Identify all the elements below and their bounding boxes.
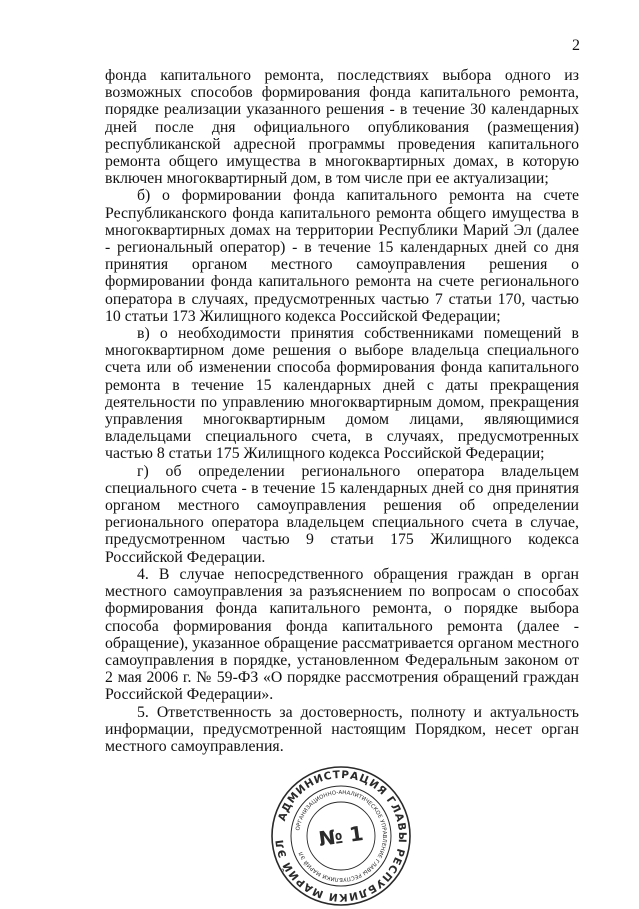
official-stamp bbox=[268, 763, 414, 909]
stamp-outer-textpath: АДМИНИСТРАЦИЯ ГЛАВЫ РЕСПУБЛИКИ МАРИЙ ЭЛ bbox=[273, 768, 409, 904]
paragraph-continuation: фонда капитального ремонта, последствиях выбора одного из возможных способов формирования фонда капитального ремонта, порядке реализации указанного решения - в течение 30 календарных дней после дня официального опубликования (размещения) республиканской адресной программы проведения капитального ремонта общего имущества в многоквартирных домах, в которую включен многоквартирный дом, в том числе при ее актуализации; bbox=[105, 67, 579, 188]
paragraph-4: 4. В случае непосредственного обращения граждан в орган местного самоуправления за разъяснением по вопросам о способах формирования фонда капитального ремонта, о порядке выбора способа формирования фонда капитального ремонта (далее - обращение), указанное обращение рассматривается органом местного самоуправления в порядке, установленном Федеральным законом от 2 мая 2006 г. № 59-ФЗ «О порядке рассмотрения обращений граждан Российской Федерации». bbox=[105, 565, 579, 704]
page-number: 2 bbox=[572, 37, 580, 54]
paragraph-g: г) об определении регионального оператора владельцем специального счета - в течение 15 календарных дней со дня принятия органом местного самоуправления решения об определении регионального оператора владельцем специального счета в случае, предусмотренном частью 9 статьи 175 Жилищного кодекса Российской Федерации. bbox=[105, 462, 579, 566]
stamp-center-text: № 1 bbox=[317, 820, 365, 852]
paragraph-v: в) о необходимости принятия собственниками помещений в многоквартирном доме решения о выборе владельца специального счета или об изменении способа формирования фонда капитального ремонта в течение 15 календарных дней с даты прекращения деятельности по управлению многоквартирным домом, прекращения управления многоквартирным домом лицами, являющимися владельцами специального счета, в случаях, предусмотренных частью 8 статьи 175 Жилищного кодекса Российской Федерации; bbox=[105, 325, 579, 463]
stamp-inner-textpath: ОРГАНИЗАЦИОННО-АНАЛИТИЧЕСКОЕ УПРАВЛЕНИЕ ГЛАВЫ РЕСПУБЛИКИ МАРИЙ ЭЛ bbox=[295, 789, 388, 883]
paragraph-5: 5. Ответственность за достоверность, полноту и актуальность информации, предусмотренной настоящим Порядком, несет орган местного самоуправления. bbox=[105, 703, 579, 755]
document-body bbox=[105, 67, 579, 755]
paragraph-b: б) о формировании фонда капитального ремонта на счете Республиканского фонда капитального ремонта общего имущества в многоквартирных домах на территории Республики Марий Эл (далее - региональный оператор) - в течение 15 календарных дней со дня принятия органом местного самоуправления решения о формировании фонда капитального ремонта на счете регионального оператора в случаях, предусмотренных частью 7 статьи 170, частью 10 статьи 173 Жилищного кодекса Российской Федерации; bbox=[105, 187, 579, 325]
